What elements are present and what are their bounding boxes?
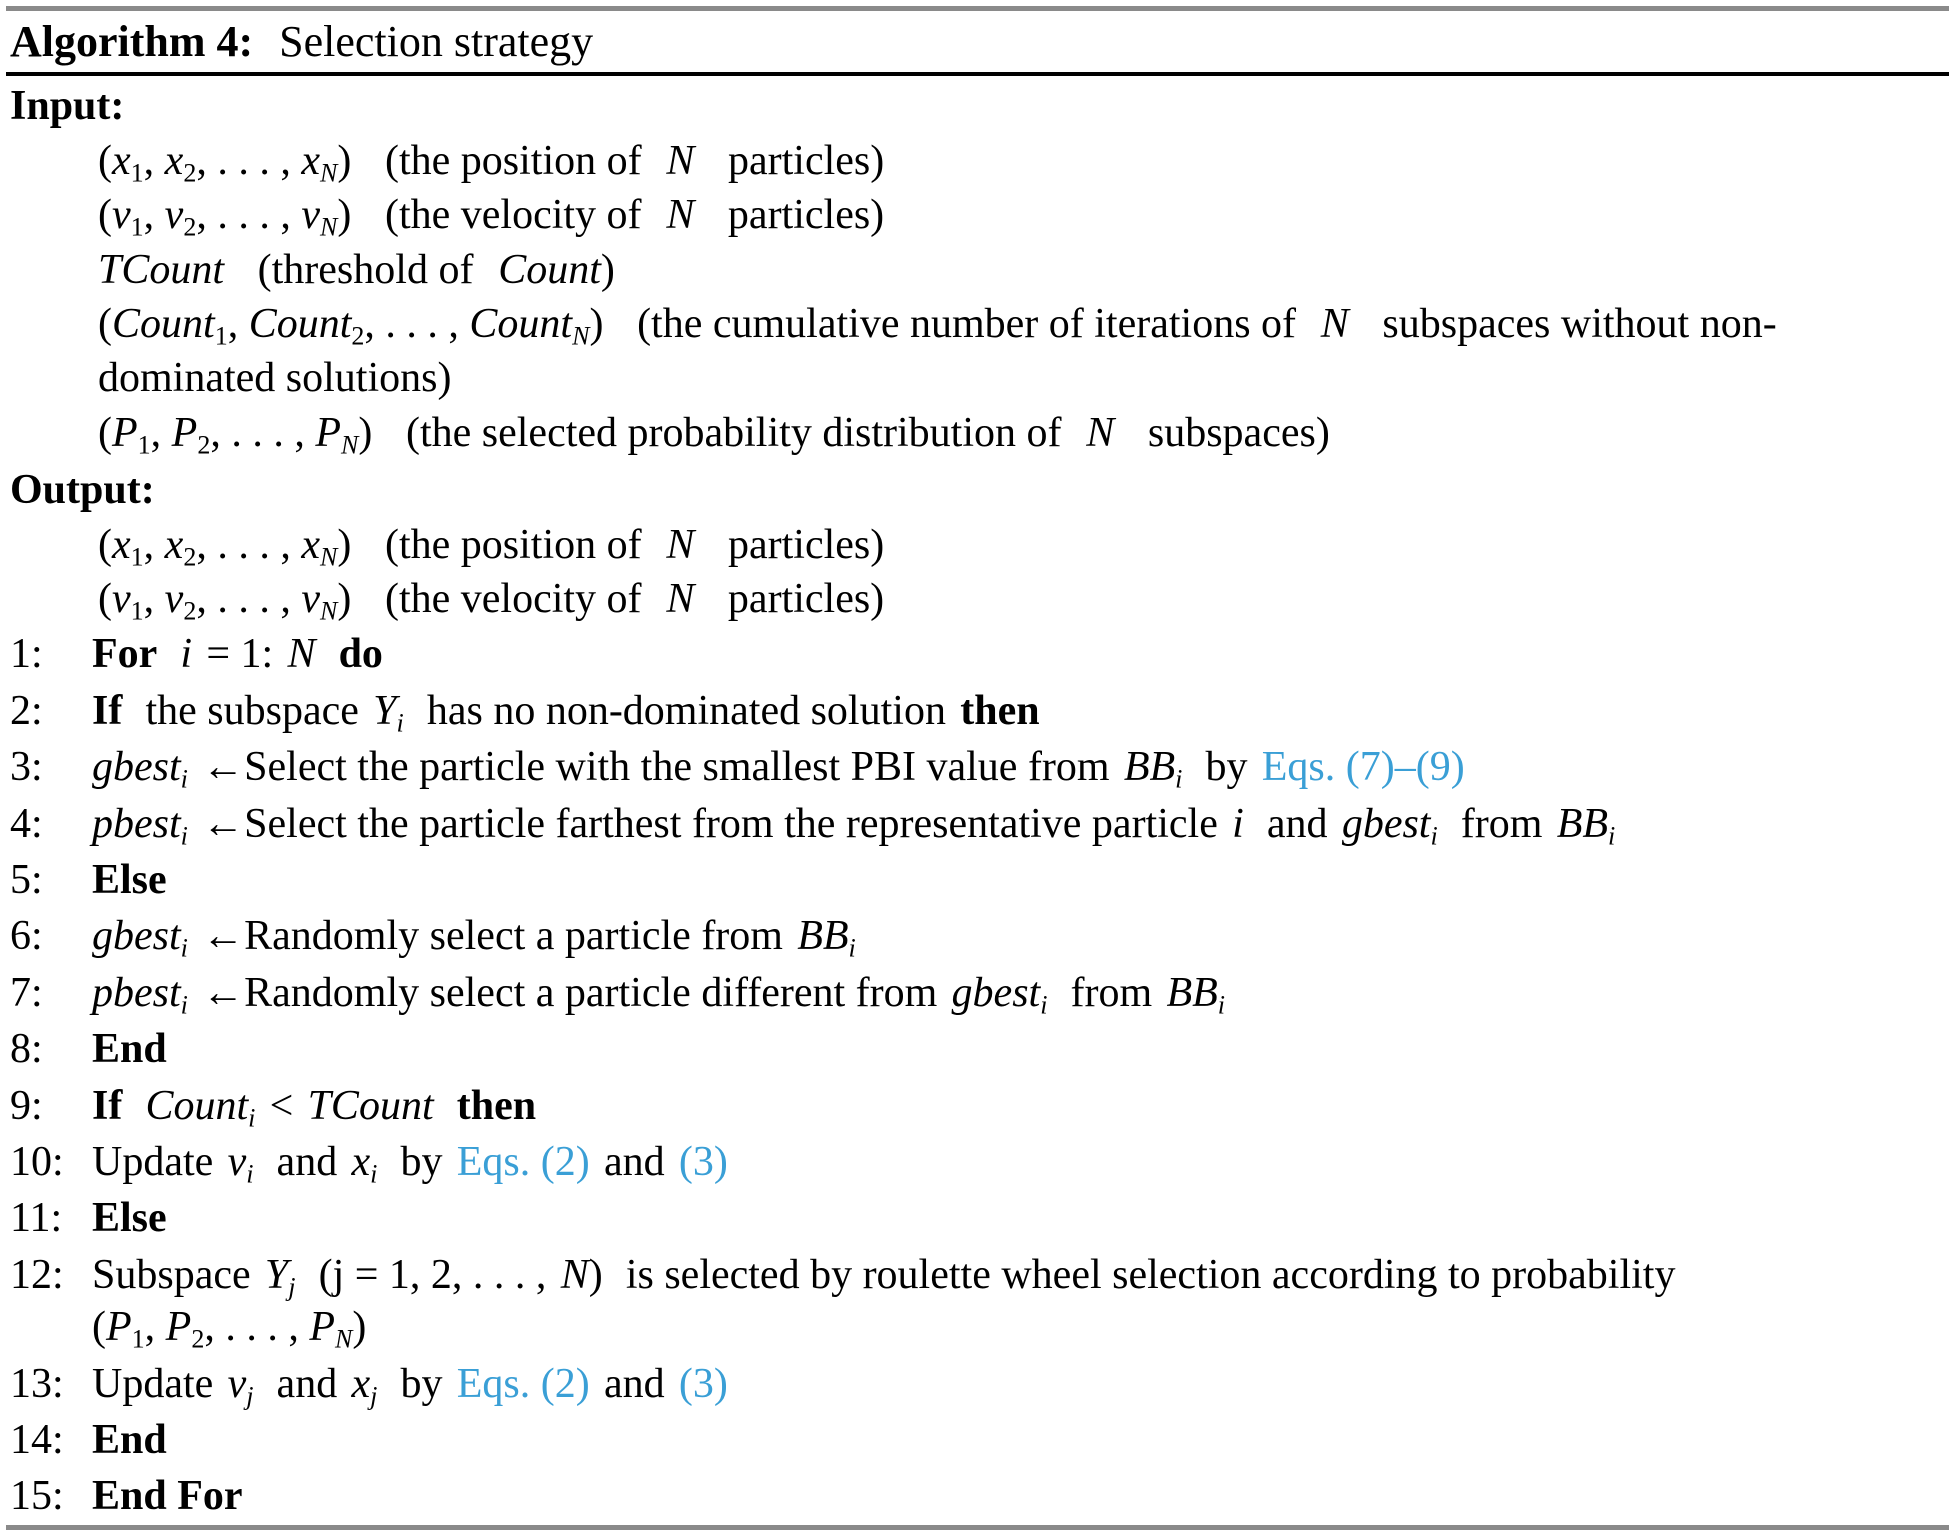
input-arg-positions: ($x_1$, $x_2$, . . . , $x_N$) (the position of N particles) <box>98 137 885 188</box>
symbol-i: i <box>1232 800 1244 847</box>
subscript-i: i <box>180 764 188 794</box>
keyword-for: For <box>92 631 158 678</box>
step7-text-2: from <box>1070 969 1153 1016</box>
subscript-i: i <box>1608 820 1616 850</box>
step10-text-2: and <box>276 1139 338 1185</box>
symbol-pbest: pbest <box>92 969 181 1016</box>
step-number: 3: <box>10 744 43 791</box>
symbol-Count: Count <box>145 1082 249 1129</box>
step13-text-2: and <box>276 1360 338 1407</box>
output-arg-velocities: ($v_1$, $v_2$, . . . , $v_N$) (the velocity of N particles) <box>98 576 885 626</box>
step-number: 2: <box>10 687 43 734</box>
output-arg-positions: ($x_1$, $x_2$, . . . , $x_N$) (the position of N particles) <box>98 521 885 571</box>
input-arg-probabilities-desc-post: subspaces) <box>1147 409 1330 456</box>
symbol-Y: Y <box>373 687 397 734</box>
symbol-N: N <box>666 192 695 239</box>
equation-link[interactable]: Eqs. (2) <box>456 1360 590 1407</box>
step-row <box>6 1247 1949 1356</box>
input-arg-counts: (Count$_1$, Count$_2$, . . . , Count$_N$) (the cumulative number of iterations of N subspaces without non- <box>98 300 1777 351</box>
step-number: 4: <box>10 800 43 847</box>
step10-text-1: Update <box>92 1139 214 1185</box>
step-content <box>92 1081 1949 1131</box>
symbol-x: x <box>351 1360 371 1407</box>
step-number: 5: <box>10 857 43 904</box>
symbol-TCount: TCount <box>307 1082 434 1129</box>
input-arg-counts-desc-post: subspaces without non- <box>1382 300 1777 347</box>
symbol-gbest: gbest <box>92 744 181 791</box>
subscript-j: j <box>246 1380 254 1410</box>
subscript-i: i <box>246 1159 254 1189</box>
step13-text-1: Update <box>92 1360 214 1407</box>
input-heading: Input: <box>10 83 125 130</box>
step-number: 13: <box>10 1360 64 1407</box>
step-number: 10: <box>10 1139 64 1185</box>
input-arg-tcount-desc-post: ) <box>600 246 615 293</box>
symbol-N: N <box>666 137 695 184</box>
step-row <box>6 852 1949 908</box>
subscript-i: i <box>180 933 188 963</box>
step-content <box>92 1024 1949 1074</box>
step12-text-2: is selected by roulette wheel selection according to probability <box>625 1251 1676 1298</box>
subscript-i: i <box>1175 764 1183 794</box>
step12-continuation: ($P_1$, $P_2$, . . . , $P_N$) <box>92 1304 367 1354</box>
step-row <box>6 1078 1949 1134</box>
symbol-N: N <box>666 521 695 568</box>
step-row <box>6 796 1949 852</box>
keyword-end-for: End For <box>92 1473 243 1520</box>
subscript-i: i <box>370 1159 378 1189</box>
step3-text-1: Select the particle with the smallest PBI value from <box>244 744 1110 791</box>
symbol-BB: BB <box>797 913 849 960</box>
step-row <box>6 626 1949 682</box>
input-arg-tcount <box>98 243 1949 297</box>
step-content <box>92 686 1949 736</box>
algorithm-title-row <box>6 11 1949 72</box>
step-content <box>92 1193 1949 1243</box>
step10-text-4: and <box>603 1139 665 1185</box>
step-row <box>6 683 1949 739</box>
step4-text-2: and <box>1266 800 1328 847</box>
step-row <box>6 1412 1949 1468</box>
keyword-if: If <box>92 1082 123 1129</box>
step13-text-4: and <box>603 1360 665 1407</box>
algorithm-title: Selection strategy <box>279 17 594 66</box>
input-arg-counts-continuation: dominated solutions) <box>98 355 452 402</box>
step-row <box>6 965 1949 1021</box>
keyword-do: do <box>338 631 383 678</box>
subscript-i: i <box>1040 990 1048 1020</box>
step6-text-1: Randomly select a particle from <box>244 913 783 960</box>
output-arg-positions-desc-post: particles) <box>727 521 885 568</box>
symbol-BB: BB <box>1123 744 1176 791</box>
step12-paren-close: ) <box>588 1251 603 1298</box>
step-row <box>6 1190 1949 1246</box>
step13-text-3: by <box>400 1360 443 1407</box>
operator-less-than: < <box>269 1082 294 1129</box>
keyword-end: End <box>92 1026 167 1073</box>
step-row <box>6 908 1949 964</box>
input-arg-positions-desc-post: particles) <box>727 137 885 184</box>
step2-text-1: the subspace <box>145 687 359 734</box>
step12-text-1: Subspace <box>92 1251 251 1298</box>
subscript-i: i <box>248 1102 256 1132</box>
step-content <box>92 968 1949 1018</box>
step-row <box>6 1468 1949 1524</box>
step-content <box>92 1415 1949 1465</box>
symbol-i: i <box>180 631 193 678</box>
step10-text-3: by <box>400 1139 443 1185</box>
subscript-i: i <box>848 933 856 963</box>
equation-link[interactable]: (3) <box>678 1139 728 1185</box>
step-number: 14: <box>10 1416 64 1463</box>
step-number: 12: <box>10 1251 64 1298</box>
algorithm-label: Algorithm 4: <box>10 17 254 66</box>
step12-index-range: (j = 1, 2, . . . , <box>318 1251 547 1298</box>
equation-link[interactable]: Eqs. (2) <box>456 1139 590 1185</box>
step4-text-1: Select the particle farthest from the representative particle <box>244 800 1218 847</box>
subscript-i: i <box>180 990 188 1020</box>
assign-arrow-icon: ← <box>202 969 245 1016</box>
step-row <box>6 1021 1949 1077</box>
symbol-BB: BB <box>1166 969 1218 1016</box>
subscript-i: i <box>180 820 188 850</box>
step-content <box>92 799 1949 849</box>
step-content <box>92 629 1949 679</box>
step-row <box>6 1134 1949 1190</box>
assign-arrow-icon: ← <box>202 800 245 847</box>
step-row <box>6 739 1949 795</box>
keyword-else: Else <box>92 1195 167 1242</box>
subscript-j: j <box>370 1380 378 1410</box>
symbol-x: x <box>351 1139 371 1185</box>
input-arg-velocities-desc-pre: (the velocity of <box>384 192 642 239</box>
subscript-j: j <box>288 1272 296 1302</box>
assign-arrow-icon: ← <box>202 913 245 960</box>
keyword-end: End <box>92 1416 167 1463</box>
input-arg-probabilities-desc-pre: (the selected probability distribution of <box>405 409 1062 456</box>
symbol-Count: Count <box>498 246 601 293</box>
step-number: 6: <box>10 913 43 960</box>
input-arg-probabilities: ($P_1$, $P_2$, . . . , $P_N$) (the selected probability distribution of N subspaces) <box>98 409 1330 460</box>
output-arg-velocities-desc-pre: (the velocity of <box>384 576 642 623</box>
step-content <box>92 1471 1949 1521</box>
input-arg-counts-desc-pre: (the cumulative number of iterations of <box>637 300 1297 347</box>
output-arg-positions-desc-pre: (the position of <box>384 521 642 568</box>
step-content <box>92 1250 1949 1353</box>
symbol-N: N <box>1320 300 1349 347</box>
step-content <box>92 1359 1949 1409</box>
step1-range: = 1: <box>206 631 274 678</box>
step-number: 8: <box>10 1026 43 1073</box>
step-number: 1: <box>10 631 43 678</box>
step-number: 7: <box>10 969 43 1016</box>
keyword-then: then <box>456 1082 537 1129</box>
step-number: 9: <box>10 1082 43 1129</box>
step-number: 11: <box>10 1195 63 1242</box>
symbol-v: v <box>227 1360 247 1407</box>
input-arg-velocities-desc-post: particles) <box>727 192 885 239</box>
symbol-v: v <box>227 1139 247 1185</box>
symbol-N: N <box>560 1251 589 1298</box>
subscript-i: i <box>1430 820 1438 850</box>
keyword-else: Else <box>92 857 167 904</box>
step4-text-3: from <box>1460 800 1543 847</box>
step-content <box>92 742 1949 792</box>
symbol-Y: Y <box>264 1251 289 1298</box>
step-content <box>92 1137 1949 1187</box>
step2-text-2: has no non-dominated solution <box>426 687 946 734</box>
output-heading: Output: <box>10 467 155 514</box>
step7-text-1: Randomly select a particle different from <box>244 969 938 1016</box>
output-arg-velocities-desc-post: particles) <box>727 576 885 623</box>
step-row <box>6 1356 1949 1412</box>
symbol-gbest: gbest <box>951 969 1041 1016</box>
symbol-gbest: gbest <box>1341 800 1431 847</box>
symbol-BB: BB <box>1556 800 1609 847</box>
equation-link[interactable]: (3) <box>678 1360 728 1407</box>
equation-link[interactable]: Eqs. (7)–(9) <box>1261 744 1465 791</box>
symbol-TCount: TCount <box>98 246 225 293</box>
input-arg-positions-desc-pre: (the position of <box>384 137 642 184</box>
symbol-gbest: gbest <box>92 913 181 960</box>
bottom-rule <box>6 1525 1949 1530</box>
keyword-then: then <box>960 687 1040 734</box>
step-number: 15: <box>10 1473 64 1520</box>
symbol-N: N <box>1086 409 1115 456</box>
algorithm-block <box>0 6 1955 1530</box>
subscript-i: i <box>396 708 404 738</box>
input-arg-velocities: ($v_1$, $v_2$, . . . , $v_N$) (the velocity of N particles) <box>98 192 885 242</box>
symbol-pbest: pbest <box>92 800 181 847</box>
keyword-if: If <box>92 687 123 734</box>
symbol-N: N <box>666 576 695 623</box>
subscript-i: i <box>1217 990 1225 1020</box>
assign-arrow-icon: ← <box>202 744 245 791</box>
step-content <box>92 855 1949 905</box>
step-content <box>92 911 1949 961</box>
step3-text-2: by <box>1205 744 1248 791</box>
input-arg-tcount-desc-pre: (threshold of <box>257 246 474 293</box>
symbol-N: N <box>287 631 316 678</box>
